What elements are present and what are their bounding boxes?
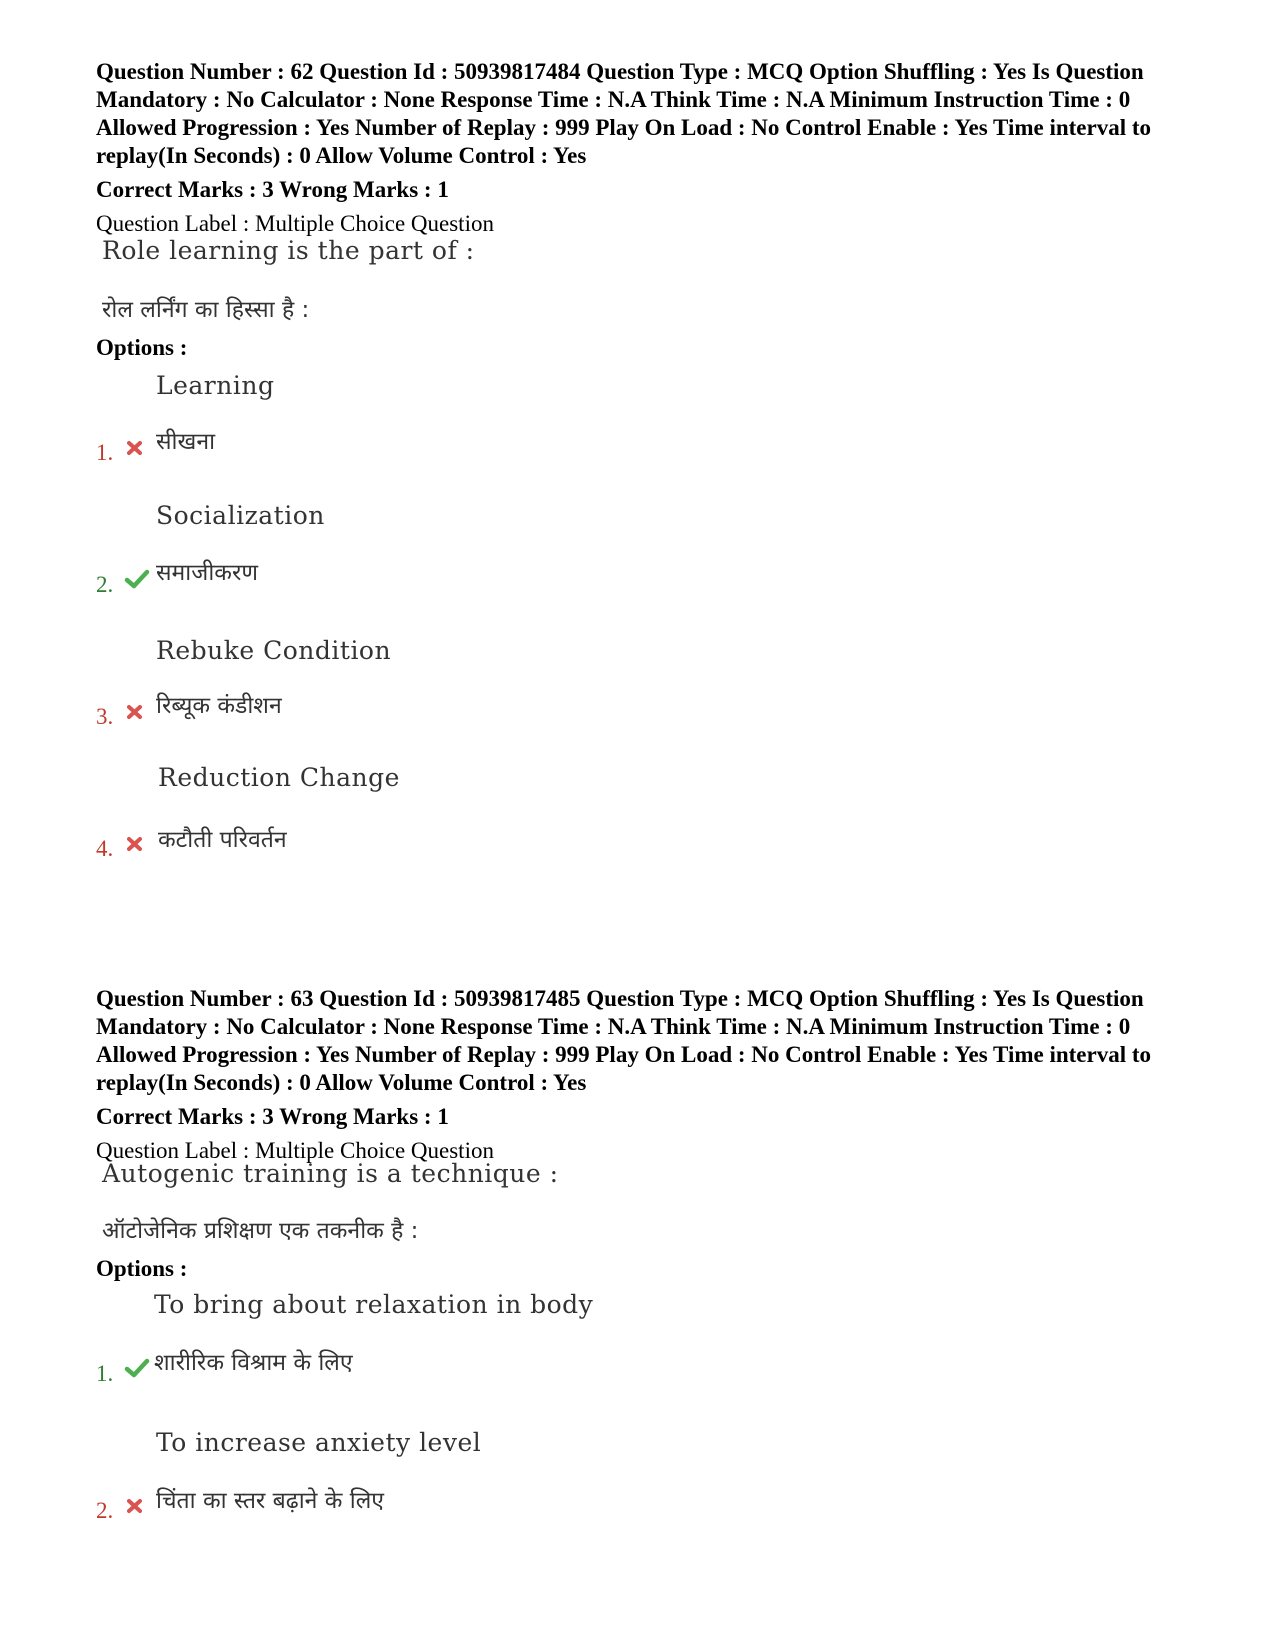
cross-icon [124, 437, 146, 459]
question-text-en: Autogenic training is a technique : [102, 1159, 559, 1188]
option-2-text-en: To increase anxiety level [156, 1428, 482, 1457]
check-icon [124, 568, 150, 590]
question-text-hi: ऑटोजेनिक प्रशिक्षण एक तकनीक है : [102, 1218, 419, 1244]
question-label: Question Label : Multiple Choice Question [96, 211, 494, 236]
option-1-text-en: To bring about relaxation in body [154, 1290, 594, 1319]
option-1-number: 1. [96, 440, 114, 465]
cross-icon [124, 1495, 146, 1517]
option-2-text-hi: चिंता का स्तर बढ़ाने के लिए [156, 1488, 385, 1514]
question-marks: Correct Marks : 3 Wrong Marks : 1 [96, 177, 449, 202]
question-meta: Question Number : 62 Question Id : 50939817484 Question Type : MCQ Option Shuffling : Yes Is Question Mandatory : No Calculator : None Response Time : N.A Think Time : N.A Minimum Instruction Time : 0 Allowed Progression : Yes Number of Replay : 999 Play On Load : No Control Enable : Yes Time interval to replay(In Seconds) : 0 Allow Volume Control : Yes [96, 59, 1152, 168]
option-1-number: 1. [96, 1361, 114, 1386]
option-1-text-en: Learning [156, 371, 275, 400]
option-2-number: 2. [96, 1498, 114, 1523]
cross-icon [124, 701, 146, 723]
option-3-text-en: Rebuke Condition [156, 636, 392, 665]
option-2-number: 2. [96, 572, 114, 597]
option-1-text-hi: सीखना [156, 429, 216, 455]
option-1-text-hi: शारीरिक विश्राम के लिए [154, 1350, 353, 1376]
question-text-en: Role learning is the part of : [102, 236, 475, 265]
option-3-text-hi: रिब्यूक कंडीशन [156, 693, 282, 719]
question-62 [96, 58, 1196, 878]
option-4-number: 4. [96, 836, 114, 861]
question-text-hi: रोल लर्निंग का हिस्सा है : [102, 297, 310, 323]
cross-icon [124, 833, 146, 855]
option-3-number: 3. [96, 704, 114, 729]
option-2-text-en: Socialization [156, 501, 325, 530]
option-2-text-hi: समाजीकरण [156, 560, 258, 586]
option-4-text-hi: कटौती परिवर्तन [158, 827, 287, 853]
options-heading: Options : [96, 335, 188, 360]
question-label: Question Label : Multiple Choice Question [96, 1138, 494, 1163]
question-63 [96, 985, 1196, 1545]
question-marks: Correct Marks : 3 Wrong Marks : 1 [96, 1104, 449, 1129]
question-meta: Question Number : 63 Question Id : 50939817485 Question Type : MCQ Option Shuffling : Yes Is Question Mandatory : No Calculator : None Response Time : N.A Think Time : N.A Minimum Instruction Time : 0 Allowed Progression : Yes Number of Replay : 999 Play On Load : No Control Enable : Yes Time interval to replay(In Seconds) : 0 Allow Volume Control : Yes [96, 986, 1152, 1095]
check-icon [124, 1357, 150, 1379]
options-heading: Options : [96, 1256, 188, 1281]
option-4-text-en: Reduction Change [158, 763, 400, 792]
